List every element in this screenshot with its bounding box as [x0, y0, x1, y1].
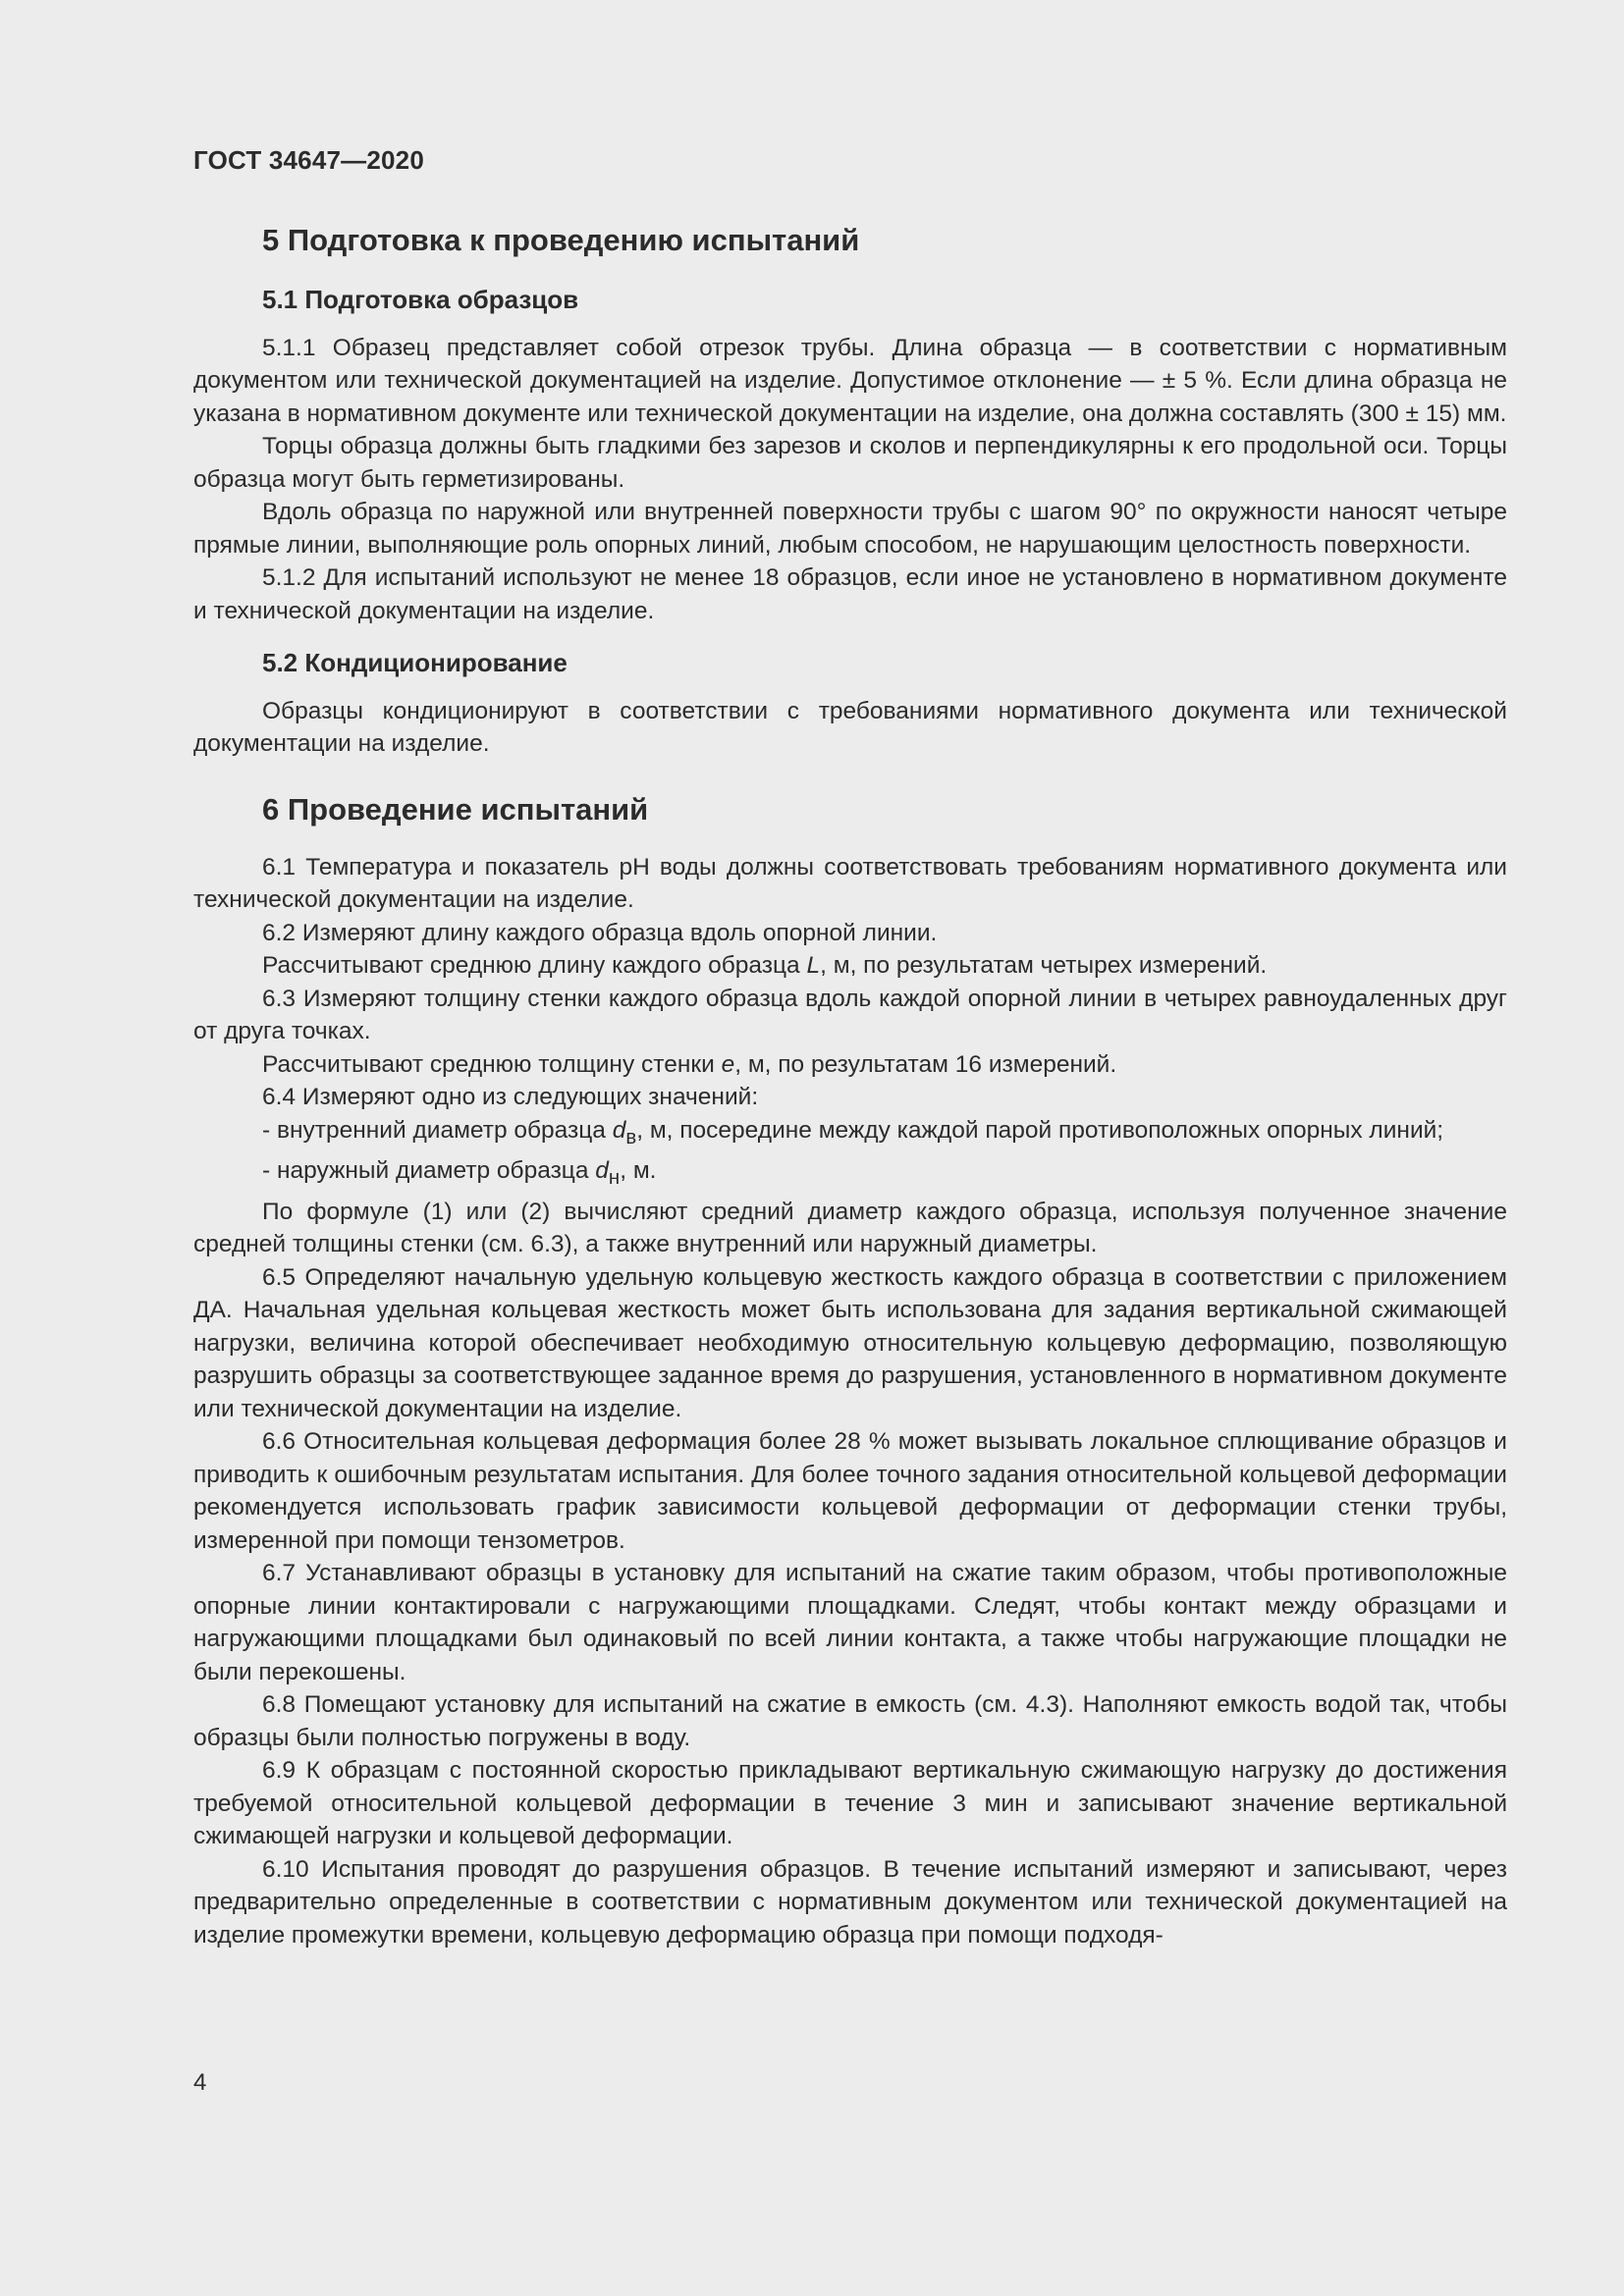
paragraph-reference-lines: Вдоль образца по наружной или внутренней поверхности трубы с шагом 90° по окружности наносят четыре прямые линии, выполняющие роль опорных линий, любым способом, не нарушающим целостность поверхности. [193, 499, 1507, 559]
variable-d: d [612, 1116, 626, 1144]
paragraph-5-1-2: 5.1.2 Для испытаний используют не менее 18 образцов, если иное не установлено в нормативном документе и технической документации на изделие. [193, 564, 1507, 624]
subscript-inner: в [625, 1126, 637, 1148]
section-5-title: 5 Подготовка к проведению испытаний [262, 223, 860, 257]
paragraph-average-thickness: Рассчитывают среднюю толщину стенки e, м, по результатам 16 измерений. [262, 1050, 1117, 1078]
paragraph-6-4: 6.4 Измеряют одно из следующих значений: [262, 1084, 759, 1111]
subscript-outer: н [608, 1167, 621, 1190]
document-id-header: ГОСТ 34647—2020 [193, 145, 424, 175]
page-number: 4 [193, 2069, 207, 2096]
subsection-5-1-title: 5.1 Подготовка образцов [262, 285, 579, 315]
variable-e: e [721, 1050, 735, 1078]
paragraph-5-1-1: 5.1.1 Образец представляет собой отрезок трубы. Длина образца — в соответствии с нормативным документом или технической документацией на изделие. Допустимое отклонение — ± 5 %. Если длина образца не указана в нормативном документе или технической документации на изделие, она должна составлять (300 ± 15) мм. [193, 334, 1507, 427]
paragraph-ends: Торцы образца должны быть гладкими без зарезов и сколов и перпендикулярны к его продольной оси. Торцы образца могут быть герметизированы. [193, 433, 1507, 493]
paragraph-6-3: 6.3 Измеряют толщину стенки каждого образца вдоль каждой опорной линии в четырех равноудаленных друг от друга точках. [193, 985, 1507, 1045]
paragraph-6-2: 6.2 Измеряют длину каждого образца вдоль опорной линии. [262, 919, 938, 946]
paragraph-6-10: 6.10 Испытания проводят до разрушения образцов. В течение испытаний измеряют и записывают, через предварительно определенные в соответствии с нормативным документом или технической документацией на изделие промежутки времени, кольцевую деформацию образца при помощи подходя- [193, 1855, 1507, 1949]
paragraph-average-length: Рассчитывают среднюю длину каждого образца L, м, по результатам четырех измерений. [262, 952, 1268, 980]
paragraph-6-6: 6.6 Относительная кольцевая деформация более 28 % может вызывать локальное сплющивание образцов и приводить к ошибочным результатам испытания. Для более точного задания относительной кольцевой деформации рекомендуется использовать график зависимости кольцевой деформации от деформации стенки трубы, измеренной при помощи тензометров. [193, 1428, 1507, 1554]
paragraph-inner-diameter: - внутренний диаметр образца $d_в$, м, посередине между каждой парой противоположных опорных линий; [262, 1116, 1444, 1148]
paragraph-6-1: 6.1 Температура и показатель pH воды должны соответствовать требованиям нормативного документа или технической документации на изделие. [193, 853, 1507, 914]
variable-d: d [595, 1157, 609, 1185]
paragraph-mean-diameter: По формуле (1) или (2) вычисляют средний диаметр каждого образца, используя полученное значение средней толщины стенки (см. 6.3), а также внутренний или наружный диаметры. [193, 1198, 1507, 1258]
paragraph-outer-diameter: - наружный диаметр образца $d_н$, м. [262, 1157, 657, 1190]
document-body [193, 221, 1507, 1951]
paragraph-6-8: 6.8 Помещают установку для испытаний на сжатие в емкость (см. 4.3). Наполняют емкость водой так, чтобы образцы были полностью погружены в воду. [193, 1691, 1507, 1751]
paragraph-6-7: 6.7 Устанавливают образцы в установку для испытаний на сжатие таким образом, чтобы противоположные опорные линии контактировали с нагружающими площадками. Следят, чтобы контакт между образцами и нагружающими площадками был одинаковый по всей линии контакта, а также чтобы нагружающие площадки не были перекошены. [193, 1560, 1507, 1685]
paragraph-6-5: 6.5 Определяют начальную удельную кольцевую жесткость каждого образца в соответствии с приложением ДА. Начальная удельная кольцевая жесткость может быть использована для задания вертикальной сжимающей нагрузки, величина которой обеспечивает необходимую относительную кольцевую деформацию, позволяющую разрушить образцы за соответствующее заданное время до разрушения, установленного в нормативном документе или технической документации на изделие. [193, 1263, 1507, 1422]
subsection-5-2-title: 5.2 Кондиционирование [262, 648, 568, 678]
paragraph-6-9: 6.9 К образцам с постоянной скоростью прикладывают вертикальную сжимающую нагрузку до достижения требуемой относительной кольцевой деформации в течение 3 мин и записывают значение вертикальной сжимающей нагрузки и кольцевой деформации. [193, 1757, 1507, 1850]
section-6-title: 6 Проведение испытаний [262, 791, 649, 827]
paragraph-conditioning: Образцы кондиционируют в соответствии с требованиями нормативного документа или технической документации на изделие. [193, 697, 1507, 758]
variable-L: L [806, 952, 821, 980]
